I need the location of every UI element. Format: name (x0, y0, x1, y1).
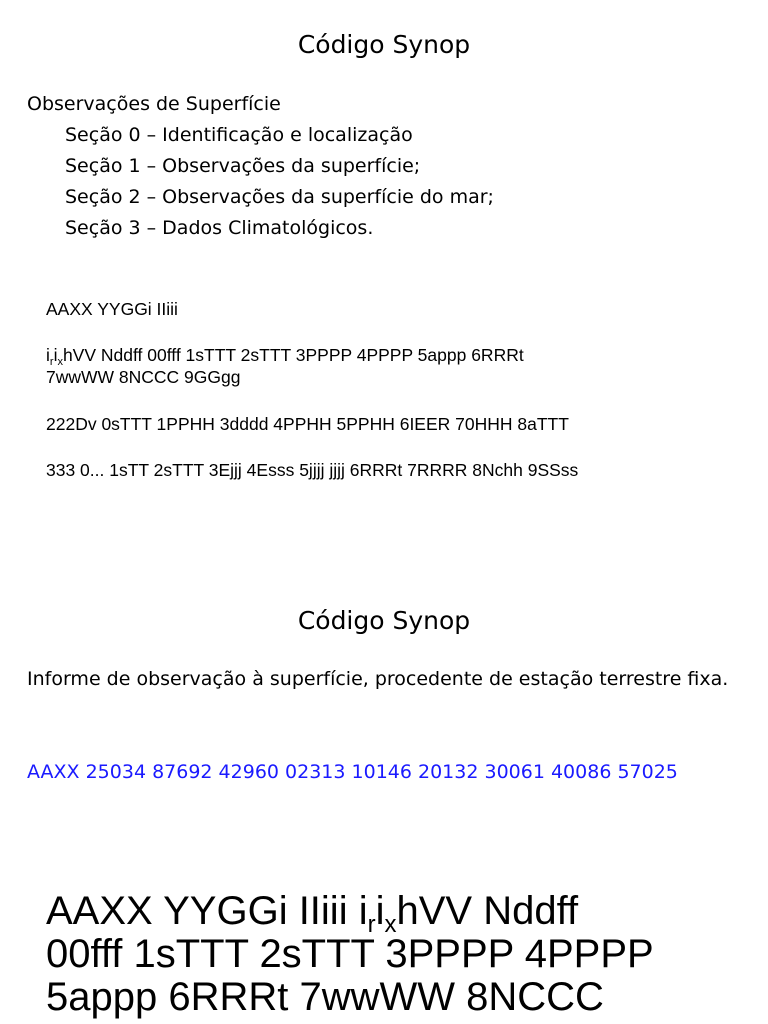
slide1-title: Código Synop (297, 30, 471, 59)
code-line-2 (46, 345, 524, 368)
code-line-3: 222Dv 0sTTT 1PPHH 3dddd 4PPHH 5PPHH 6IEER 70HHH 8aTTT (46, 414, 569, 434)
subscript-x: x (57, 356, 63, 368)
section-2-line: Seção 2 – Observações da superfície do mar; (65, 186, 494, 208)
big-code-line-1 (46, 889, 579, 938)
big-line-1-mid: i (375, 889, 385, 933)
slide1-subtitle: Observações de Superfície (27, 93, 281, 115)
slide2-description: Informe de observação à superfície, procedente de estação terrestre fixa. (27, 668, 729, 690)
section-3-line: Seção 3 – Dados Climatológicos. (65, 217, 374, 239)
big-code-line-3: 5appp 6RRRt 7wwWW 8NCCC (46, 975, 604, 1019)
code-line-4: 333 0... 1sTT 2sTTT 3Ejjj 4Esss 5jjjj jjjj 6RRRt 7RRRR 8Nchh 9SSss (46, 460, 579, 480)
big-subscript-x: x (384, 911, 397, 938)
big-code-line-2: 00fff 1sTTT 2sTTT 3PPPP 4PPPP (46, 932, 654, 976)
code-line-2-pre: i (46, 345, 50, 365)
code-line-1: AAXX YYGGi IIiii (46, 299, 178, 319)
big-line-1-post: hVV Nddff (396, 889, 579, 933)
big-line-1-pre: AAXX YYGGi IIiii i (46, 889, 368, 933)
subscript-r: r (49, 356, 54, 368)
big-subscript-r: r (367, 911, 376, 938)
code-line-2-mid: i (53, 345, 58, 365)
code-line-2-continued: 7wwWW 8NCCC 9GGgg (46, 367, 241, 387)
section-1-line: Seção 1 – Observações da superfície; (65, 155, 421, 177)
code-line-2-post: hVV Nddff 00fff 1sTTT 2sTTT 3PPPP 4PPPP 5appp 6RRRt (62, 345, 524, 365)
slide2-title: Código Synop (297, 606, 471, 635)
synop-example-code: AAXX 25034 87692 42960 02313 10146 20132 30061 40086 57025 (27, 761, 678, 783)
section-0-line: Seção 0 – Identificação e localização (65, 124, 413, 146)
